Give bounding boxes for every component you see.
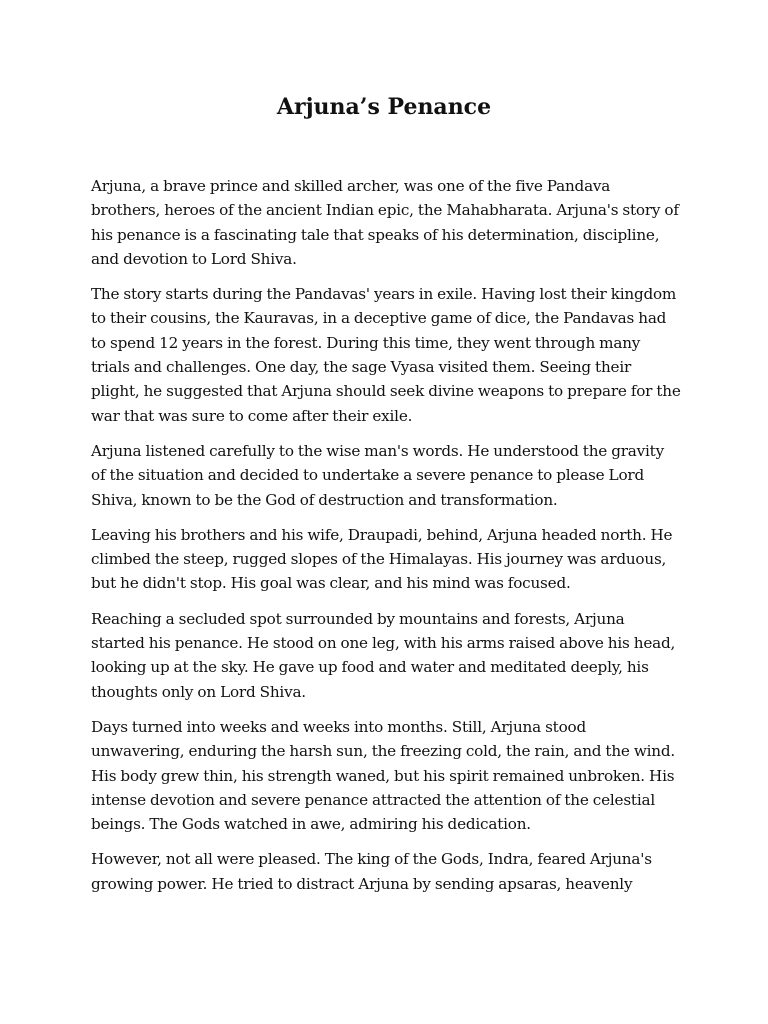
paragraph: Days turned into weeks and weeks into months. Still, Arjuna stood unwavering, enduring the harsh sun, the freezing cold, the rain, and the wind. His body grew thin, his strength waned, but his spirit remained unbroken. His intense devotion and severe penance attracted the attention of the celestial beings. The Gods watched in awe, admiring his dedication. <box>91 717 676 834</box>
paragraph: Leaving his brothers and his wife, Draupadi, behind, Arjuna headed north. He climbed the steep, rugged slopes of the Himalayas. His journey was arduous, but he didn't stop. His goal was clear, and his mind was focused. <box>91 525 673 593</box>
paragraph: However, not all were pleased. The king of the Gods, Indra, feared Arjuna's growing power. He tried to distract Arjuna by sending apsaras, heavenly <box>91 850 652 893</box>
paragraph: The story starts during the Pandavas' years in exile. Having lost their kingdom to their cousins, the Kauravas, in a deceptive game of dice, the Pandavas had to spend 12 years in the forest. During this time, they went through many trials and challenges. One day, the sage Vyasa visited them. Seeing their plight, he suggested that Arjuna should seek divine weapons to prepare for the war that was sure to come after their exile. <box>91 285 681 425</box>
document-title: Arjuna’s Penance <box>276 94 492 120</box>
paragraph: Reaching a secluded spot surrounded by mountains and forests, Arjuna started his penance. He stood on one leg, with his arms raised above his head, looking up at the sky. He gave up food and water and meditated deeply, his thoughts only on Lord Shiva. <box>91 609 676 701</box>
document-body <box>91 174 681 907</box>
paragraph: Arjuna listened carefully to the wise man's words. He understood the gravity of the situation and decided to undertake a severe penance to please Lord Shiva, known to be the God of destruction and transformation. <box>91 441 664 509</box>
paragraph: Arjuna, a brave prince and skilled archer, was one of the five Pandava brothers, heroes of the ancient Indian epic, the Mahabharata. Arjuna's story of his penance is a fascinating tale that speaks of his determination, discipline, and devotion to Lord Shiva. <box>91 177 679 268</box>
